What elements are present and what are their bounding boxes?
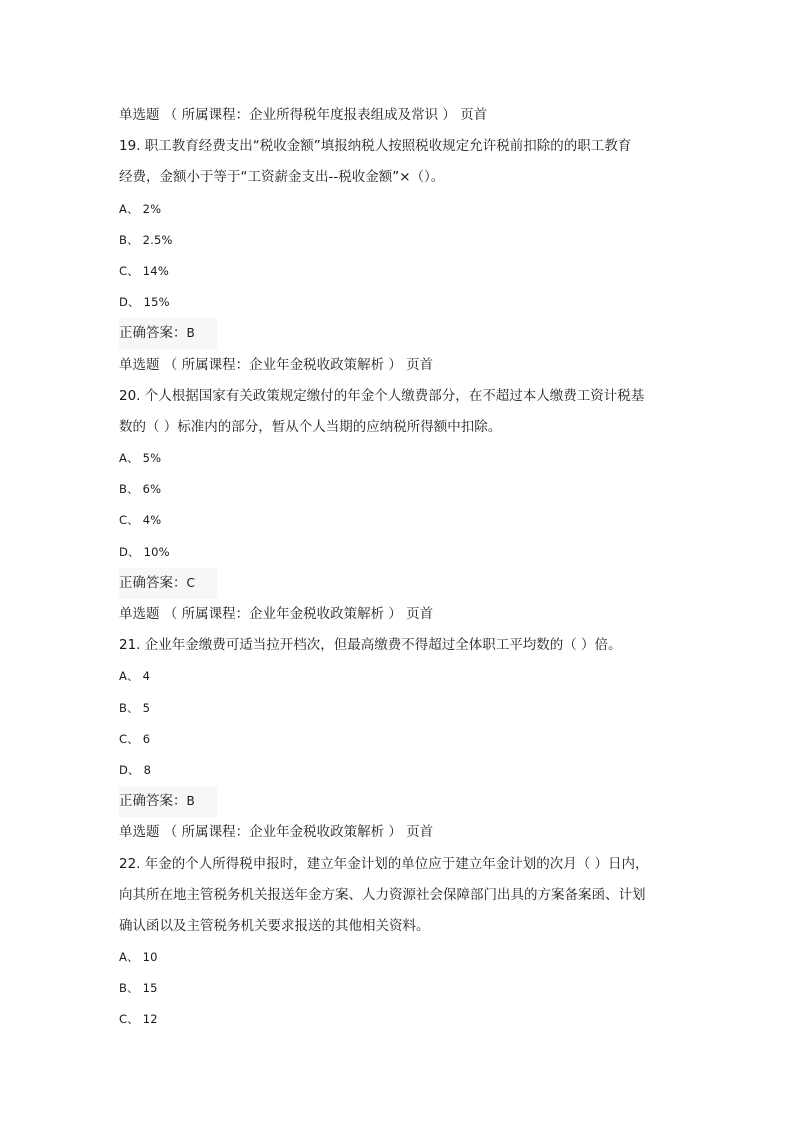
question-block — [119, 817, 679, 1035]
question-text-line: 数的（ ）标准内的部分，暂从个人当期的应纳税所得额中扣除。 — [119, 418, 502, 435]
answer-value: B — [186, 326, 195, 341]
question-text-line: 向其所在地主管税务机关报送年金方案、人力资源社会保障部门出具的方案备案函、计划 — [119, 886, 646, 903]
question-block — [119, 350, 679, 600]
question-block — [119, 100, 679, 350]
answer-highlight — [119, 786, 217, 817]
option-b: B、 15 — [119, 981, 158, 996]
answer-row — [119, 318, 679, 349]
question-text-line: 22. 年金的个人所得税申报时，建立年金计划的单位应于建立年金计划的次月（ ）日内， — [119, 855, 649, 872]
option-c: C、 6 — [119, 731, 151, 746]
option-c: C、 4% — [119, 513, 162, 528]
answer-label: 正确答案： — [119, 793, 187, 810]
answer-highlight — [119, 568, 217, 599]
option-c: C、 14% — [119, 263, 169, 278]
option-a: A、 2% — [119, 201, 162, 216]
question-text-line: 经费，金额小于等于“工资薪金支出--税收金额”×（）。 — [119, 169, 445, 186]
option-b: B、 2.5% — [119, 232, 173, 247]
option-c: C、 12 — [119, 1012, 158, 1027]
answer-row — [119, 786, 679, 817]
option-d: D、 8 — [119, 762, 152, 777]
option-d: D、 15% — [119, 295, 170, 310]
answer-label: 正确答案： — [119, 325, 187, 342]
question-text-line: 20. 个人根据国家有关政策规定缴付的年金个人缴费部分，在不超过本人缴费工资计税基 — [119, 387, 645, 404]
option-a: A、 4 — [119, 669, 151, 684]
option-a: A、 10 — [119, 950, 158, 965]
question-text-line: 19. 职工教育经费支出“税收金额”填报纳税人按照税收规定允许税前扣除的的职工教育 — [119, 138, 632, 155]
document-page — [119, 100, 679, 1036]
question-header: 单选题 （ 所属课程：企业年金税收政策解析 ） 页首 — [119, 356, 434, 373]
question-header: 单选题 （ 所属课程：企业年金税收政策解析 ） 页首 — [119, 606, 434, 622]
option-b: B、 6% — [119, 482, 162, 497]
question-header: 单选题 （ 所属课程：企业年金税收政策解析 ） 页首 — [119, 824, 434, 841]
option-d: D、 10% — [119, 544, 170, 559]
answer-value: B — [186, 794, 195, 809]
question-block — [119, 599, 679, 817]
question-header: 单选题 （ 所属课程：企业所得税年度报表组成及常识 ） 页首 — [119, 107, 488, 123]
answer-highlight — [119, 318, 217, 349]
answer-value: C — [186, 575, 195, 590]
answer-row — [119, 568, 679, 599]
answer-label: 正确答案： — [119, 574, 187, 591]
question-text-line: 确认函以及主管税务机关要求报送的其他相关资料。 — [119, 917, 430, 934]
option-b: B、 5 — [119, 700, 151, 715]
option-a: A、 5% — [119, 451, 162, 466]
question-text-line: 21. 企业年金缴费可适当拉开档次，但最高缴费不得超过全体职工平均数的（ ）倍。 — [119, 637, 622, 654]
